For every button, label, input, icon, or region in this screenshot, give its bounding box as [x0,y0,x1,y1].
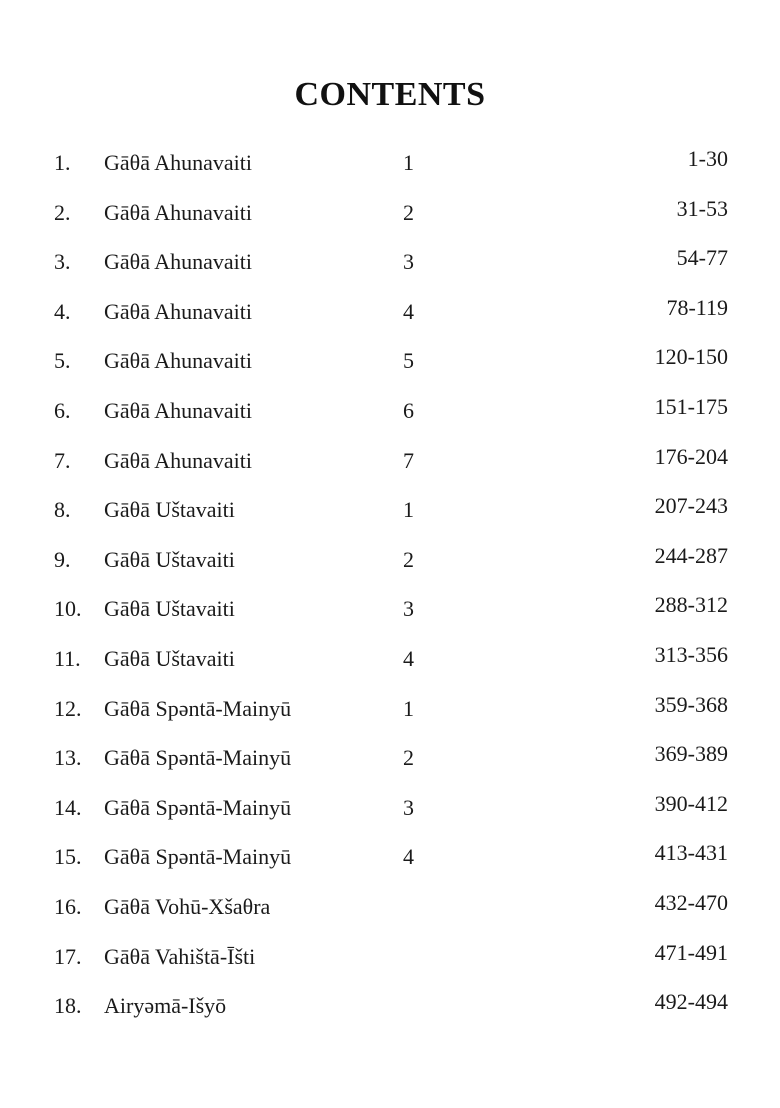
entry-number: 8. [54,497,71,523]
toc-row [0,592,780,642]
entry-pages: 31-53 [676,195,728,221]
page-title: CONTENTS [294,76,486,113]
entry-part: 5 [403,348,414,374]
entry-number: 7. [54,447,71,473]
entry-part: 7 [403,447,414,473]
entry-part: 4 [403,298,414,324]
entry-part: 2 [403,199,414,225]
entry-title: Gāθā Ahunavaiti [104,199,252,225]
toc-row [0,890,780,940]
entry-title: Gāθā Spəntā-Mainyū [104,844,292,870]
entry-pages: 54-77 [676,245,728,271]
entry-part: 1 [403,695,414,721]
entry-pages: 369-389 [654,741,728,767]
toc-row [0,245,780,295]
entry-title: Gāθā Spəntā-Mainyū [104,794,292,820]
entry-number: 9. [54,546,71,572]
entry-part: 6 [403,397,414,423]
entry-pages: 390-412 [654,790,728,816]
toc-row [0,791,780,841]
table-of-contents [0,146,780,1039]
toc-row [0,989,780,1039]
entry-pages: 151-175 [654,393,728,419]
entry-number: 16. [54,893,82,919]
entry-pages: 78-119 [666,294,728,320]
entry-number: 3. [54,249,71,275]
entry-number: 2. [54,199,71,225]
toc-row [0,940,780,990]
entry-title: Gāθā Ahunavaiti [104,249,252,275]
entry-pages: 432-470 [654,889,728,915]
entry-title: Gāθā Uštavaiti [104,645,235,671]
entry-part: 1 [403,150,414,175]
toc-row [0,543,780,593]
entry-title: Gāθā Ahunavaiti [104,150,252,175]
toc-row [0,295,780,345]
entry-pages: 120-150 [654,344,728,370]
entry-part: 3 [403,249,414,275]
entry-title: Gāθā Ahunavaiti [104,397,252,423]
entry-number: 10. [54,596,82,622]
entry-part: 3 [403,794,414,820]
toc-row [0,840,780,890]
entry-pages: 471-491 [654,939,728,965]
toc-row [0,741,780,791]
toc-row [0,146,780,196]
entry-pages: 176-204 [654,443,728,469]
toc-row [0,394,780,444]
entry-title: Gāθā Spəntā-Mainyū [104,695,292,721]
entry-number: 5. [54,348,71,374]
entry-number: 11. [54,645,81,671]
entry-title: Gāθā Ahunavaiti [104,298,252,324]
entry-pages: 244-287 [654,542,728,568]
entry-title: Gāθā Vohū-Xšaθra [104,893,271,919]
entry-number: 18. [54,993,82,1019]
entry-part: 1 [403,497,414,523]
entry-part: 4 [403,844,414,870]
entry-number: 12. [54,695,82,721]
entry-title: Gāθā Uštavaiti [104,596,235,622]
toc-row [0,444,780,494]
entry-pages: 207-243 [654,493,728,519]
toc-row [0,642,780,692]
entry-pages: 1-30 [687,146,728,171]
toc-row [0,692,780,742]
entry-part: 3 [403,596,414,622]
entry-number: 4. [54,298,71,324]
entry-pages: 492-494 [654,989,728,1015]
entry-number: 17. [54,943,82,969]
toc-row [0,493,780,543]
entry-part: 2 [403,546,414,572]
entry-title: Gāθā Spəntā-Mainyū [104,745,292,771]
entry-part: 2 [403,745,414,771]
entry-title: Gāθā Uštavaiti [104,497,235,523]
entry-title: Gāθā Ahunavaiti [104,348,252,374]
entry-pages: 413-431 [654,840,728,866]
entry-title: Gāθā Ahunavaiti [104,447,252,473]
entry-number: 14. [54,794,82,820]
entry-number: 1. [54,150,71,175]
entry-pages: 313-356 [654,641,728,667]
entry-title: Gāθā Uštavaiti [104,546,235,572]
entry-title: Gāθā Vahištā-Īšti [104,943,256,969]
toc-row [0,196,780,246]
toc-row [0,344,780,394]
entry-number: 6. [54,397,71,423]
entry-number: 13. [54,745,82,771]
entry-pages: 359-368 [654,691,728,717]
entry-number: 15. [54,844,82,870]
entry-part: 4 [403,645,414,671]
entry-pages: 288-312 [654,592,728,618]
entry-title: Airyəmā-Išyō [104,993,227,1019]
